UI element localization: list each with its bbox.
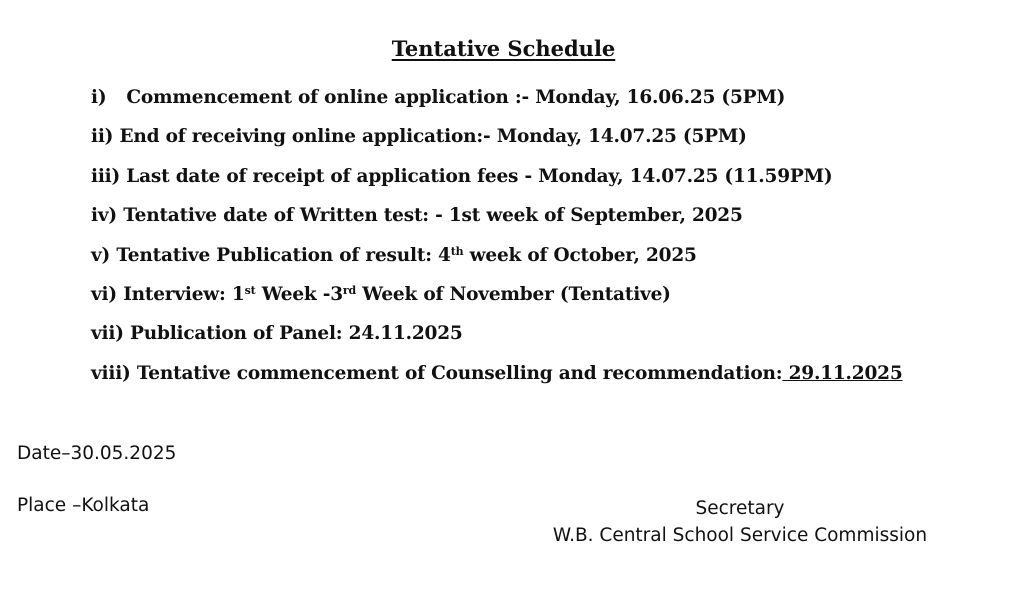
schedule-item-3 [91,157,903,196]
ordinal-suffix: th [450,244,464,258]
item-number: vi) [91,284,117,306]
signatory-designation: Secretary [695,498,785,519]
schedule-item-5 [91,236,903,275]
schedule-item-7 [91,314,903,353]
issue-place: Place –Kolkata [17,495,150,516]
schedule-item-6 [91,275,903,314]
schedule-list [91,78,903,393]
item-date-underlined: 29.11.2025 [782,362,903,384]
signature-block [540,495,940,549]
item-text-post: week of October, 2025 [463,244,697,266]
item-number: v) [91,244,111,266]
item-text: Last date of receipt of application fees - Monday, 14.07.25 (11.59PM) [126,165,833,187]
item-number: viii) [91,362,131,384]
item-text: Publication of Panel: 24.11.2025 [130,323,463,345]
schedule-item-8 [91,354,903,393]
page-title: Tentative Schedule [391,36,616,61]
item-text: Tentative date of Written test: - 1st week of September, 2025 [123,205,743,227]
item-text: End of receiving online application:- Monday, 14.07.25 (5PM) [119,126,747,148]
item-text-pre: Interview: 1 [123,284,245,306]
item-text-mid: Week -3 [255,284,343,306]
item-text-pre: Tentative commencement of Counselling and recommendation: [136,362,783,384]
schedule-item-1 [91,78,903,117]
signatory-organization: W.B. Central School Service Commission [552,525,928,546]
issue-date: Date–30.05.2025 [17,443,177,464]
item-text: Commencement of online application :- Monday, 16.06.25 (5PM) [126,87,786,108]
ordinal-suffix: st [244,284,256,298]
item-text-post: Week of November (Tentative) [356,284,671,306]
ordinal-suffix: rd [342,284,357,298]
item-text-pre: Tentative Publication of result: 4 [116,244,451,266]
item-number: i) [91,87,107,108]
schedule-item-4 [91,196,903,235]
schedule-item-2 [91,117,903,156]
item-number: ii) [91,126,114,148]
item-number: iii) [91,165,121,187]
item-number: vii) [91,323,124,345]
item-number: iv) [91,205,117,227]
